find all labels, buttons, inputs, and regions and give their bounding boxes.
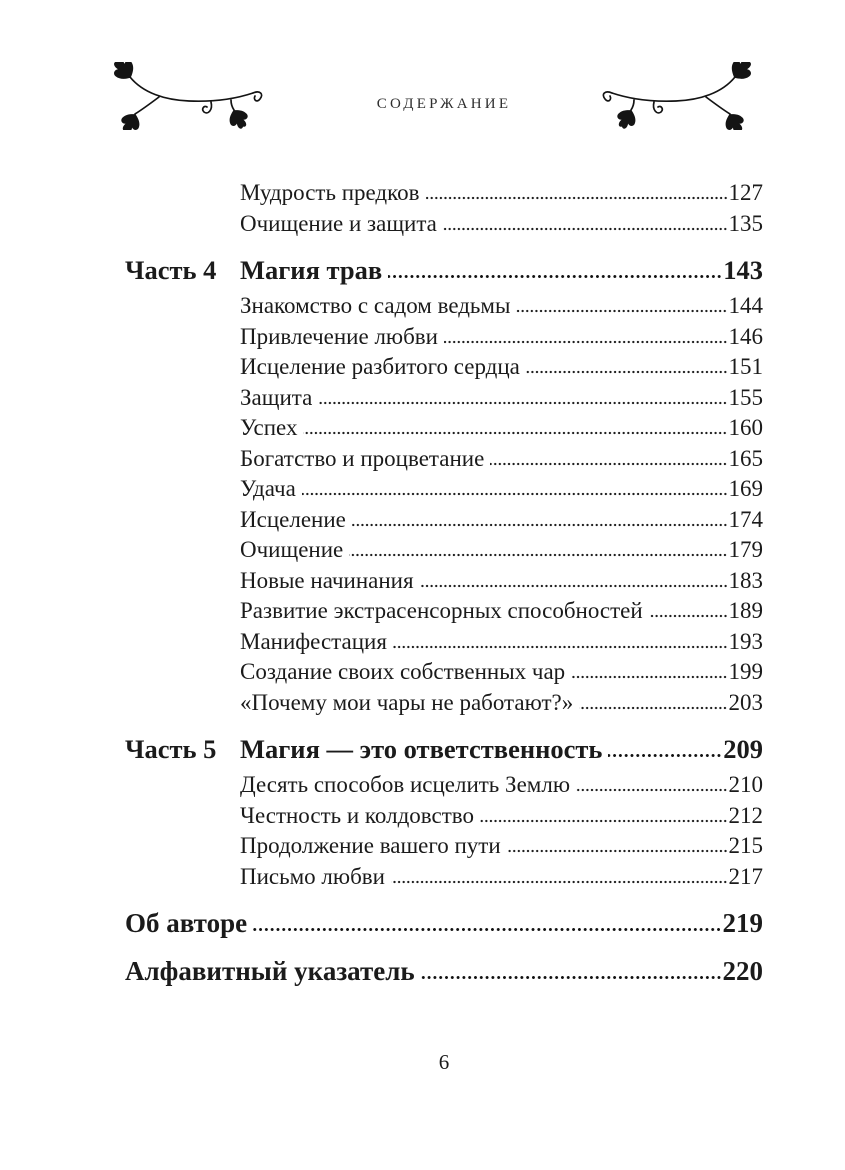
toc-entry-label: Удача [240,476,296,501]
dot-leader [421,975,722,980]
dot-leader [318,401,727,405]
dot-leader [443,227,728,231]
toc-entry-page: 146 [728,323,763,349]
toc-entry-label: Магия — это ответственность [240,734,603,764]
toc-entry [125,566,763,597]
toc-entry [125,831,763,862]
toc-entry-page: 143 [723,255,763,285]
toc-entry-page: 210 [728,772,763,797]
toc-entry-label: Богатство и процветание [240,445,485,471]
toc-entry-label: Знакомство с садом ведьмы [240,293,511,318]
toc-entry-page: 160 [728,415,763,440]
toc-entry [125,383,763,414]
toc-entry-page: 127 [728,180,763,205]
toc-entry-page: 151 [728,354,763,379]
dot-leader [303,431,727,435]
toc-entry-label: Письмо любви [240,863,385,889]
toc-entry-label: Создание своих собственных чар [240,659,566,684]
toc-entry-page: 144 [728,293,763,318]
toc-entry-page: 217 [728,863,763,889]
toc-part-label: Часть 5 [125,734,217,764]
page-title: СОДЕРЖАНИЕ [376,96,512,112]
toc-entry [125,954,763,988]
toc-entry-label: Честность и колдовство [240,802,474,828]
toc-entry-label: Манифестация [240,628,387,654]
toc-entry-page: 135 [728,210,763,236]
toc-entry-label: Успех [240,415,298,440]
dot-leader [649,614,728,618]
toc-entry-page: 203 [728,689,763,715]
toc-entry-page: 165 [728,445,763,471]
ivy-vine-flourish-icon [598,62,758,130]
dot-leader [391,880,728,884]
folio-page-number: 6 [438,1050,450,1074]
toc-entry [125,535,763,566]
toc-entry-page: 212 [728,802,763,828]
toc-entry [125,627,763,658]
toc-entry [125,505,763,536]
dot-leader [571,675,727,679]
toc-entry-page: 183 [728,567,763,593]
toc-entry-page: 155 [728,384,763,410]
toc-entry [125,444,763,475]
toc-entry-label: «Почему мои чары не работают?» [240,689,574,715]
dot-leader [420,584,728,588]
toc-entry-label: Алфавитный указатель [125,956,415,986]
toc-part-label: Часть 4 [125,255,217,285]
dot-leader [426,196,728,200]
toc-entry-page: 189 [728,598,763,623]
dot-leader [302,492,728,496]
toc-entry [125,862,763,893]
dot-leader [579,706,727,710]
toc-entry [125,322,763,353]
dot-leader [349,553,727,557]
toc-entry [125,688,763,719]
toc-entry-page: 215 [728,833,763,858]
toc-entry-page: 179 [728,537,763,562]
toc-entry-label: Продолжение вашего пути [240,833,501,858]
toc-entry-label: Десять способов исцелить Землю [240,772,570,797]
dot-leader [576,788,728,792]
toc-entry-page: 199 [728,659,763,684]
toc-entry-page: 193 [728,628,763,654]
toc-entry-label: Очищение и защита [240,210,437,236]
toc-entry-label: Исцеление [240,506,346,532]
dot-leader [490,462,727,466]
toc-entry [125,657,763,688]
toc-entry [125,596,763,627]
toc-entry-label: Магия трав [240,255,383,285]
dot-leader [352,523,728,527]
toc-entry [125,291,763,322]
toc-entry-label: Привлечение любви [240,323,438,349]
dot-leader [253,927,721,932]
toc-entry-page: 174 [728,506,763,532]
toc-entry [125,906,763,940]
dot-leader [608,753,722,758]
dot-leader [444,340,728,344]
toc-entry-label: Мудрость предков [240,180,420,205]
toc-entry [125,253,763,287]
dot-leader [388,274,722,279]
toc-entry [125,770,763,801]
toc-entry-label: Об авторе [125,908,248,938]
toc-entry-label: Очищение [240,537,344,562]
toc-entry [125,474,763,505]
dot-leader [516,309,727,313]
toc-entry-label: Защита [240,384,313,410]
dot-leader [393,645,728,649]
toc-entry-page: 220 [722,956,763,986]
toc-entry [125,732,763,766]
dot-leader [507,849,728,853]
dot-leader [480,819,728,823]
dot-leader [526,370,728,374]
toc-entry-label: Исцеление разбитого сердца [240,354,520,379]
toc-entry [125,178,763,209]
toc-entry [125,209,763,240]
toc-list [125,178,763,988]
toc-entry [125,352,763,383]
toc-entry [125,413,763,444]
toc-entry-label: Развитие экстрасенсорных способностей [240,598,643,623]
toc-entry-page: 219 [722,908,763,938]
toc-entry-label: Новые начинания [240,567,414,593]
toc-entry [125,801,763,832]
toc-entry-page: 209 [723,734,763,764]
toc-entry-page: 169 [728,476,763,501]
